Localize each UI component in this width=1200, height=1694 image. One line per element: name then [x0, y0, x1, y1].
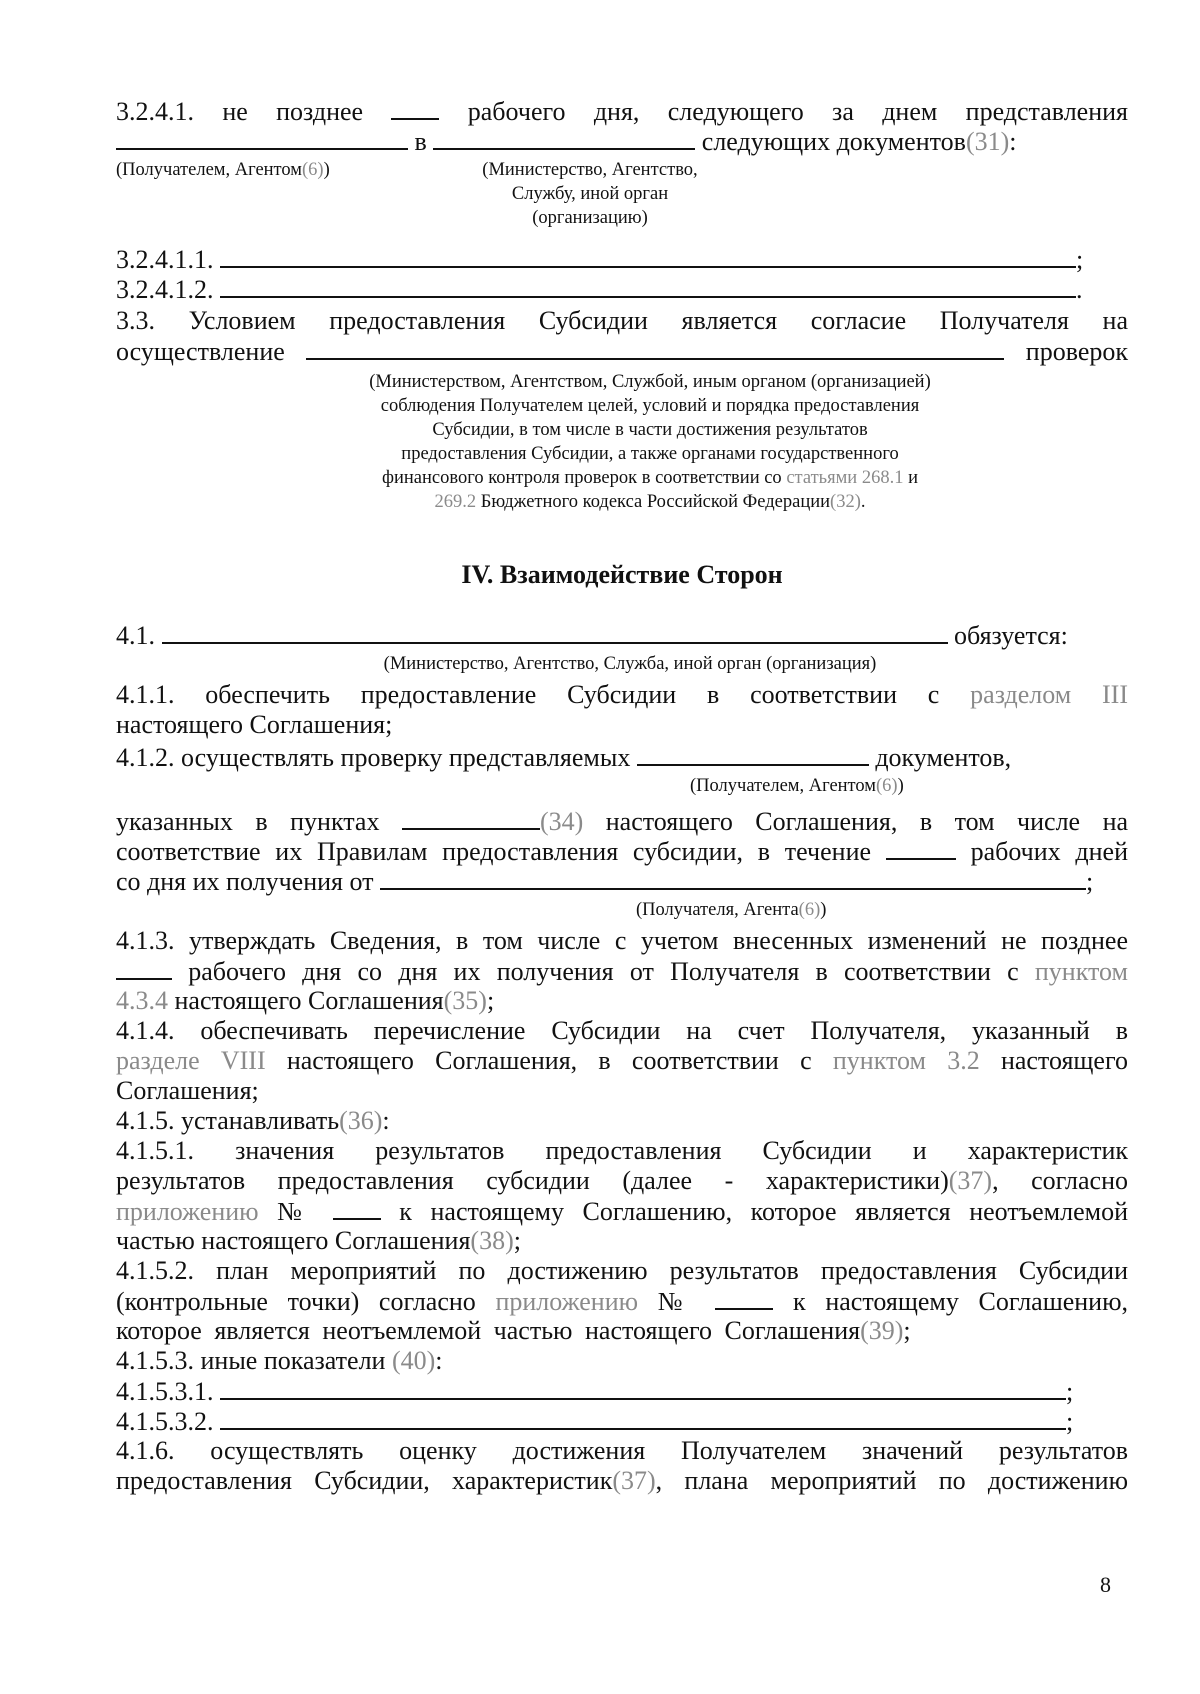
clause-4-1-3-line-1: 4.1.3. утверждать Сведения, в том числе с учетом внесенных изменений не позднее [116, 926, 1128, 955]
clause-3-2-4-1-line-1 [116, 96, 1128, 127]
clause-text: следующих документов [701, 127, 966, 156]
clause-number: 4.1. [116, 621, 155, 650]
clause-text: указанных в пунктах [116, 807, 380, 836]
page-number: 8 [1100, 1572, 1111, 1597]
punct: : [1009, 127, 1017, 156]
footnote-ref: (32) [830, 492, 861, 512]
blank-line [220, 1376, 1066, 1400]
appendix-ref-link[interactable]: приложению [495, 1287, 639, 1316]
note-line: предоставления Субсидии, а также органами государственного [401, 444, 899, 464]
note-inspections [290, 370, 1010, 514]
clause-number: 4.1.5.3.2. [116, 1407, 214, 1436]
note-text: (Получателем, Агентом [690, 776, 877, 796]
clause-number: 4.1.5.3.1. [116, 1377, 214, 1406]
footnote-ref: (35) [443, 986, 487, 1015]
note-line: соблюдения Получателем целей, условий и порядка предоставления [380, 396, 920, 416]
blank-ministry [306, 336, 1004, 360]
punct: ; [1086, 867, 1094, 896]
punct: ; [1066, 1377, 1074, 1406]
clause-text: рабочего дня, следующего за днем представления [467, 97, 1129, 126]
clause-text: 4.1.2. осуществлять проверку представляемых [116, 743, 631, 772]
note-recipient-agent [116, 158, 330, 182]
blank-line [220, 1406, 1066, 1430]
note-text: и [908, 468, 918, 488]
clause-text: 4.1.5. устанавливать [116, 1106, 340, 1135]
note-ministry-body: (Министерство, Агентство, Служба, иной орган (организация) [383, 654, 877, 674]
punct: ; [1066, 1407, 1074, 1436]
note-text: (Получателя, Агента [636, 900, 799, 920]
section-ref-link[interactable]: разделе VIII [116, 1046, 266, 1075]
footnote-ref: (37) [948, 1166, 993, 1195]
blank-appendix-number [333, 1196, 381, 1220]
appendix-ref-link[interactable]: приложению [116, 1197, 259, 1226]
clause-3-3-line-1: 3.3. Условием предоставления Субсидии является согласие Получателя на [116, 306, 1128, 335]
clause-text: в [414, 127, 427, 156]
clause-text: 4.1.5.3. иные показатели [116, 1346, 386, 1375]
note-text: (Получателем, Агентом [116, 160, 303, 180]
blank-days [391, 96, 439, 120]
point-ref-link[interactable]: 4.3.4 [116, 986, 168, 1015]
clause-text: со дня их получения от [116, 867, 374, 896]
punct: ) [323, 160, 330, 180]
clause-text: обязуется: [954, 621, 1068, 650]
clause-4-1-5-3-2 [116, 1406, 1128, 1437]
punct: . [1076, 275, 1083, 304]
blank-recipient [637, 742, 869, 766]
clause-4-1-5-3-1 [116, 1376, 1128, 1407]
footnote-ref: (36) [339, 1106, 383, 1135]
punct: . [860, 492, 866, 512]
clause-text: частью настоящего Соглашения [116, 1226, 471, 1255]
note-line: Субсидии, в том числе в части достижения результатов [432, 420, 868, 440]
note-ministry [450, 158, 730, 230]
clause-text: результатов предоставления субсидии (далее - характеристики) [116, 1166, 949, 1195]
clause-text: , плана мероприятий по достижению [655, 1466, 1128, 1495]
clause-text: 4.1.1. обеспечить предоставление Субсидии в соответствии с [116, 680, 940, 709]
punct: : [382, 1106, 390, 1135]
note-line [290, 490, 1010, 514]
note-line: (Министерством, Агентством, Службой, иным органом (организацией) [369, 372, 931, 392]
clause-4-1-6-line-1: 4.1.6. осуществлять оценку достижения Получателем значений результатов [116, 1436, 1128, 1465]
note-line [290, 466, 1010, 490]
clause-4-1-3-line-2 [116, 956, 1128, 987]
punct: ; [903, 1316, 911, 1345]
footnote-ref: (40) [391, 1346, 436, 1375]
blank-line [220, 244, 1076, 268]
law-ref-link[interactable]: статьями 268.1 [786, 468, 904, 488]
punct: ; [1076, 245, 1084, 274]
footnote-ref: (37) [612, 1466, 656, 1495]
blank-recipient [380, 866, 1086, 890]
clause-text: настоящего [1000, 1046, 1128, 1075]
section-heading: IV. Взаимодействие Сторон [461, 560, 783, 589]
punct: ; [513, 1226, 521, 1255]
note-line: Службу, иной орган [511, 184, 669, 204]
clause-4-1-5 [116, 1106, 1128, 1136]
point-ref-link[interactable]: пунктом 3.2 [832, 1046, 980, 1075]
clause-4-1-4-line-1: 4.1.4. обеспечивать перечисление Субсидии на счет Получателя, указанный в [116, 1016, 1128, 1045]
clause-text: настоящего Соглашения, в соответствии с [286, 1046, 812, 1075]
note-text: Бюджетного кодекса Российской Федерации [480, 492, 831, 512]
note-recipient-agent [690, 774, 904, 798]
punct: : [435, 1346, 443, 1375]
clause-text: которое является неотъемлемой частью настоящего Соглашения [116, 1316, 861, 1345]
clause-4-1-5-1-line-2 [116, 1166, 1128, 1196]
clause-4-1-4-line-2 [116, 1046, 1128, 1076]
note-line: (Министерство, Агентство, [482, 160, 698, 180]
blank-points [402, 806, 540, 830]
clause-text: № [277, 1197, 315, 1226]
clause-4-1-5-1-line-1: 4.1.5.1. значения результатов предоставления Субсидии и характеристик [116, 1136, 1128, 1165]
clause-text: настоящего Соглашения, в том числе на [605, 807, 1129, 836]
punct: ) [897, 776, 904, 796]
clause-3-2-4-1-2 [116, 274, 1128, 305]
blank-days [886, 836, 956, 860]
clause-number: 3.2.4.1.2. [116, 275, 214, 304]
clause-text: к настоящему Соглашению, которое является неотъемлемой [399, 1197, 1129, 1226]
clause-text: , согласно [992, 1166, 1128, 1195]
clause-4-1-1-line-1 [116, 680, 1128, 710]
blank-appendix-number [715, 1286, 773, 1310]
clause-4-1-2-line-2 [116, 806, 1128, 837]
section-ref-link[interactable]: разделом III [970, 680, 1128, 709]
clause-4-1 [116, 620, 1128, 651]
clause-text: (контрольные точки) согласно [116, 1287, 476, 1316]
clause-4-1-5-1-line-3 [116, 1196, 1128, 1227]
clause-4-1-2-line-3 [116, 836, 1128, 867]
clause-4-1-5-2-line-3 [116, 1316, 1128, 1346]
footnote-ref: (39) [860, 1316, 904, 1345]
point-ref-link[interactable]: пунктом [1034, 957, 1128, 986]
clause-4-1-3-line-3 [116, 986, 1128, 1016]
clause-text: предоставления Субсидии, характеристик [116, 1466, 613, 1495]
clause-text: документов, [875, 743, 1012, 772]
clause-text: соответствие их Правилам предоставления субсидии, в течение [116, 837, 872, 866]
law-ref-link[interactable]: 269.2 [434, 492, 477, 512]
clause-text: рабочих дней [970, 837, 1129, 866]
clause-3-2-4-1-line-2 [116, 126, 1128, 157]
clause-4-1-5-3 [116, 1346, 1128, 1376]
clause-3-3-line-2 [116, 336, 1128, 367]
blank-ministry [162, 620, 948, 644]
blank-ministry [433, 126, 695, 150]
punct: ; [486, 986, 495, 1015]
note-recipient-agent-gen [636, 898, 826, 922]
blank-days [116, 956, 172, 980]
clause-4-1-5-2-line-2 [116, 1286, 1128, 1317]
clause-4-1-2-line-1 [116, 742, 1128, 773]
clause-4-1-1-line-2: настоящего Соглашения; [116, 710, 393, 739]
footnote-ref: (6) [798, 900, 821, 920]
footnote-ref: (38) [470, 1226, 514, 1255]
clause-4-1-5-2-line-1: 4.1.5.2. план мероприятий по достижению результатов предоставления Субсидии [116, 1256, 1128, 1285]
clause-4-1-6-line-2 [116, 1466, 1128, 1496]
clause-3-2-4-1-1 [116, 244, 1128, 275]
note-text: финансового контроля проверок в соответствии со [382, 468, 782, 488]
clause-4-1-2-line-4 [116, 866, 1128, 897]
clause-4-1-4-line-3: Соглашения; [116, 1076, 259, 1105]
footnote-ref: (31) [965, 127, 1010, 156]
footnote-ref: (6) [876, 776, 898, 796]
blank-line [220, 274, 1076, 298]
footnote-ref: (34) [539, 807, 584, 836]
clause-text: осуществление [116, 337, 285, 366]
clause-text: к настоящему Соглашению, [793, 1287, 1129, 1316]
clause-number: 3.2.4.1.1. [116, 245, 214, 274]
clause-text: № [657, 1287, 696, 1316]
blank-recipient [116, 126, 408, 150]
clause-text: проверок [1025, 337, 1128, 366]
footnote-ref: (6) [302, 160, 324, 180]
clause-4-1-5-1-line-4 [116, 1226, 1128, 1256]
clause-text: рабочего дня со дня их получения от Получателя в соответствии с [188, 957, 1019, 986]
clause-text: 3.2.4.1. не позднее [116, 97, 364, 126]
clause-text: настоящего Соглашения [174, 986, 444, 1015]
punct: ) [820, 900, 827, 920]
note-line: (организацию) [532, 208, 648, 228]
